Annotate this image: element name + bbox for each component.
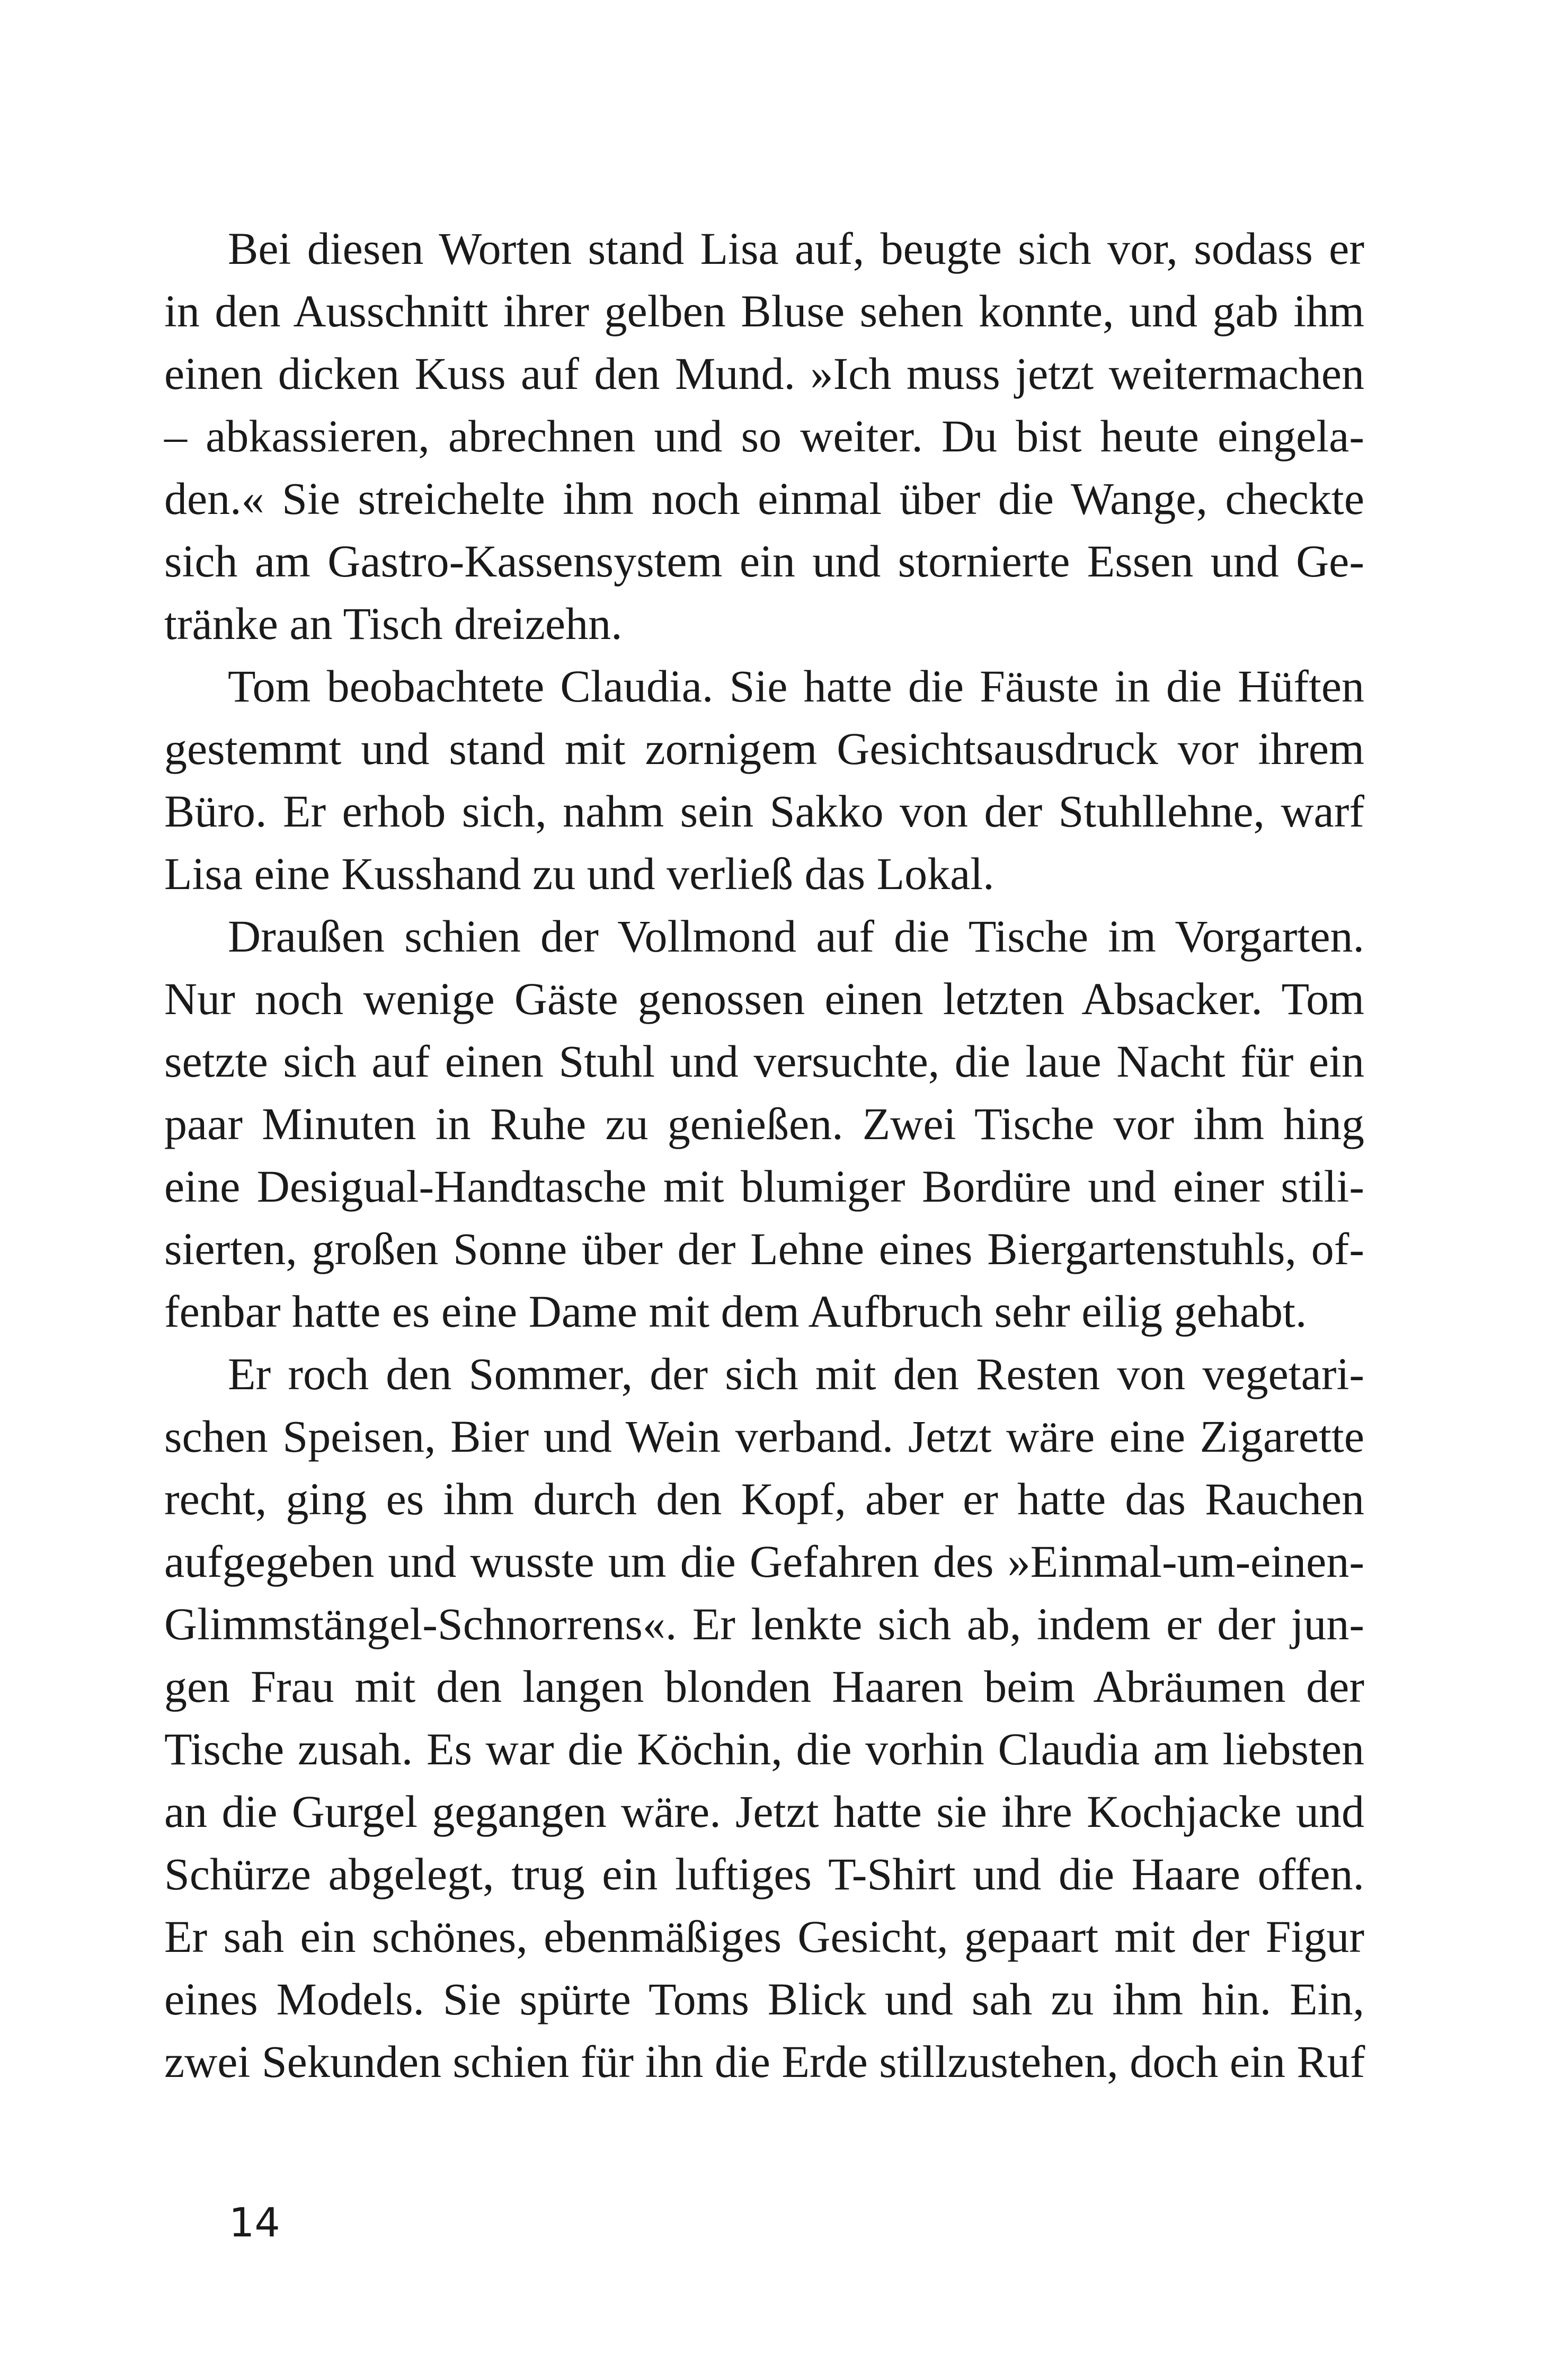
text-line: gen Frau mit den langen blonden Haaren beim Abräumen der [164, 1661, 1364, 1712]
text-line: einen dicken Kuss auf den Mund. »Ich muss jetzt weitermachen [164, 348, 1364, 399]
text-line: schen Speisen, Bier und Wein verband. Jetzt wäre eine Zigarette [164, 1411, 1364, 1462]
text-line: Nur noch wenige Gäste genossen einen letzten Absacker. Tom [164, 973, 1364, 1024]
body-text [164, 217, 1364, 2093]
text-line: den.« Sie streichelte ihm noch einmal über die Wange, checkte [164, 473, 1364, 524]
text-line: eine Desigual-Handtasche mit blumiger Bordüre und einer stili- [164, 1161, 1364, 1212]
text-line: Schürze abgelegt, trug ein luftiges T-Shirt und die Haare offen. [164, 1849, 1364, 1899]
text-line: Tom beobachtete Claudia. Sie hatte die Fäuste in die Hüften [228, 661, 1364, 712]
text-line: paar Minuten in Ruhe zu genießen. Zwei Tische vor ihm hing [164, 1098, 1364, 1149]
text-line: Lisa eine Kusshand zu und verließ das Lokal. [164, 848, 994, 899]
text-line: tränke an Tisch dreizehn. [164, 598, 623, 649]
text-line: gestemmt und stand mit zornigem Gesichtsausdruck vor ihrem [164, 723, 1364, 774]
text-line: recht, ging es ihm durch den Kopf, aber er hatte das Rauchen [164, 1473, 1364, 1524]
text-line: zwei Sekunden schien für ihn die Erde stillzustehen, doch ein Ruf [164, 2036, 1365, 2087]
text-line: in den Ausschnitt ihrer gelben Bluse sehen konnte, und gab ihm [164, 286, 1364, 336]
text-line: an die Gurgel gegangen wäre. Jetzt hatte sie ihre Kochjacke und [164, 1786, 1364, 1837]
text-line: sich am Gastro-Kassensystem ein und stornierte Essen und Ge- [164, 536, 1364, 587]
text-line: Er sah ein schönes, ebenmäßiges Gesicht, gepaart mit der Figur [164, 1911, 1364, 1962]
text-line: aufgegeben und wusste um die Gefahren des »Einmal-um-einen- [164, 1536, 1364, 1587]
text-line: Bei diesen Worten stand Lisa auf, beugte sich vor, sodass er [228, 223, 1364, 274]
text-line: setzte sich auf einen Stuhl und versuchte, die laue Nacht für ein [164, 1036, 1364, 1087]
page-number: 14 [229, 2199, 280, 2246]
text-line: fenbar hatte es eine Dame mit dem Aufbruch sehr eilig gehabt. [164, 1286, 1307, 1337]
text-line: sierten, großen Sonne über der Lehne eines Biergartenstuhls, of- [164, 1223, 1364, 1274]
text-line: Er roch den Sommer, der sich mit den Resten von vegetari- [228, 1348, 1364, 1399]
text-line: Büro. Er erhob sich, nahm sein Sakko von der Stuhllehne, warf [164, 786, 1364, 837]
text-line: – abkassieren, abrechnen und so weiter. Du bist heute eingela- [164, 411, 1364, 461]
text-line: Draußen schien der Vollmond auf die Tische im Vorgarten. [228, 911, 1364, 962]
text-line: Tische zusah. Es war die Köchin, die vorhin Claudia am liebsten [164, 1724, 1364, 1774]
text-line: Glimmstängel-Schnorrens«. Er lenkte sich ab, indem er der jun- [164, 1598, 1364, 1649]
text-line: eines Models. Sie spürte Toms Blick und sah zu ihm hin. Ein, [164, 1974, 1364, 2024]
